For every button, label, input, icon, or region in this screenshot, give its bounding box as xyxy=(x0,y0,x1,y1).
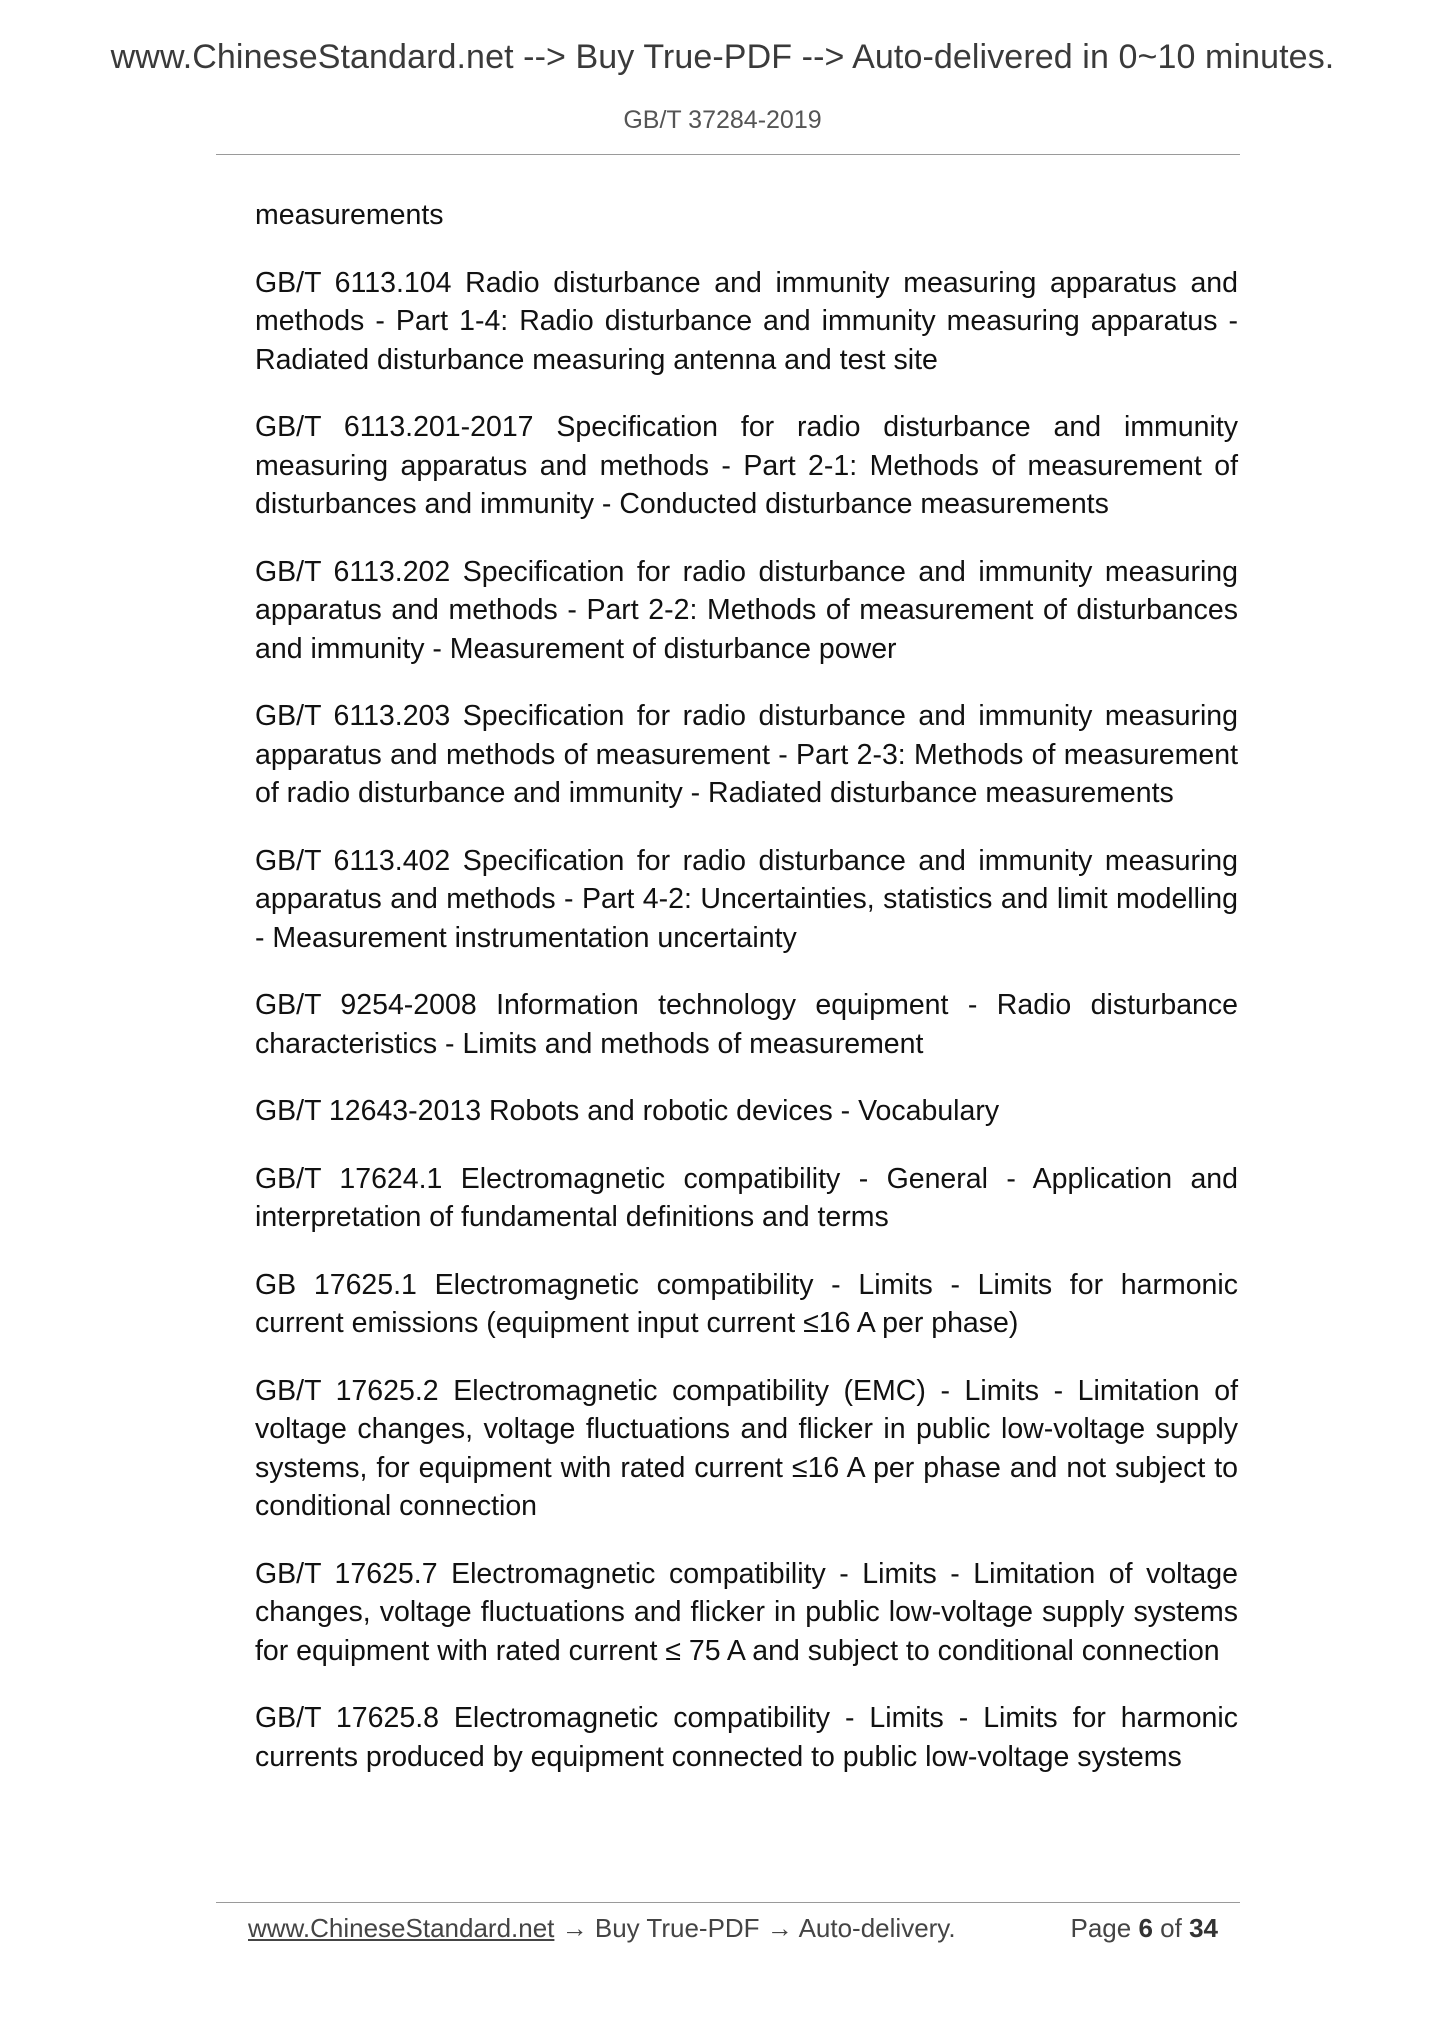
reference-paragraph: GB/T 17624.1 Electromagnetic compatibility - General - Application and interpretation of fundamental definitions and terms xyxy=(255,1162,1238,1233)
reference-paragraph: GB/T 6113.402 Specification for radio disturbance and immunity measuring apparatus and methods - Part 4-2: Uncertainties, statistics and limit modelling - Measurement instrumentation uncertainty xyxy=(255,844,1238,954)
page-indicator xyxy=(1070,1908,1218,1948)
reference-paragraph: GB/T 6113.104 Radio disturbance and immunity measuring apparatus and methods - Part 1-4: Radio disturbance and immunity measuring apparatus - Radiated disturbance measuring antenna and test site xyxy=(255,266,1238,376)
reference-paragraph: GB/T 17625.8 Electromagnetic compatibility - Limits - Limits for harmonic currents produced by equipment connected to public low-voltage systems xyxy=(255,1702,1238,1773)
footer-promo xyxy=(248,1908,956,1948)
page-footer xyxy=(248,1908,1228,1948)
header-divider xyxy=(216,154,1240,155)
page-total: 34 xyxy=(1189,1913,1218,1943)
reference-paragraph: GB/T 17625.7 Electromagnetic compatibility - Limits - Limitation of voltage changes, voltage fluctuations and flicker in public low-voltage supply systems for equipment with rated current ≤ 75 A and subject to conditional connection xyxy=(255,1557,1238,1667)
standard-number: GB/T 37284-2019 xyxy=(623,106,822,134)
reference-paragraph: GB/T 9254-2008 Information technology equipment - Radio disturbance characteristics - Limits and methods of measurement xyxy=(255,989,1238,1060)
page-current: 6 xyxy=(1138,1913,1153,1943)
page-label: Page xyxy=(1070,1913,1132,1943)
reference-paragraph: GB 17625.1 Electromagnetic compatibility - Limits - Limits for harmonic current emissions (equipment input current ≤16 A per phase) xyxy=(255,1268,1238,1339)
footer-tagline: → Buy True-PDF → Auto-delivery. xyxy=(554,1913,956,1943)
reference-list xyxy=(255,196,1238,1805)
reference-paragraph: GB/T 12643-2013 Robots and robotic devices - Vocabulary xyxy=(255,1095,1000,1127)
reference-paragraph: GB/T 6113.203 Specification for radio disturbance and immunity measuring apparatus and methods of measurement - Part 2-3: Methods of measurement of radio disturbance and immunity - Radiated disturbance measurements xyxy=(255,700,1238,809)
of-label: of xyxy=(1160,1913,1182,1943)
reference-paragraph: GB/T 6113.202 Specification for radio disturbance and immunity measuring apparatus and methods - Part 2-2: Methods of measurement of disturbances and immunity - Measurement of disturbance power xyxy=(255,555,1238,665)
footer-divider xyxy=(216,1902,1240,1903)
top-banner: www.ChineseStandard.net --> Buy True-PDF --> Auto-delivered in 0~10 minutes. xyxy=(110,38,1335,76)
reference-paragraph-continuation: measurements xyxy=(255,199,444,231)
reference-paragraph: GB/T 17625.2 Electromagnetic compatibility (EMC) - Limits - Limitation of voltage changes, voltage fluctuations and flicker in public low-voltage supply systems, for equipment with rated current ≤16 A per phase and not subject to conditional connection xyxy=(255,1374,1238,1522)
footer-site-link[interactable]: www.ChineseStandard.net xyxy=(248,1913,555,1943)
reference-paragraph: GB/T 6113.201-2017 Specification for radio disturbance and immunity measuring apparatus and methods - Part 2-1: Methods of measurement of disturbances and immunity - Conducted disturbance measurements xyxy=(255,411,1238,520)
